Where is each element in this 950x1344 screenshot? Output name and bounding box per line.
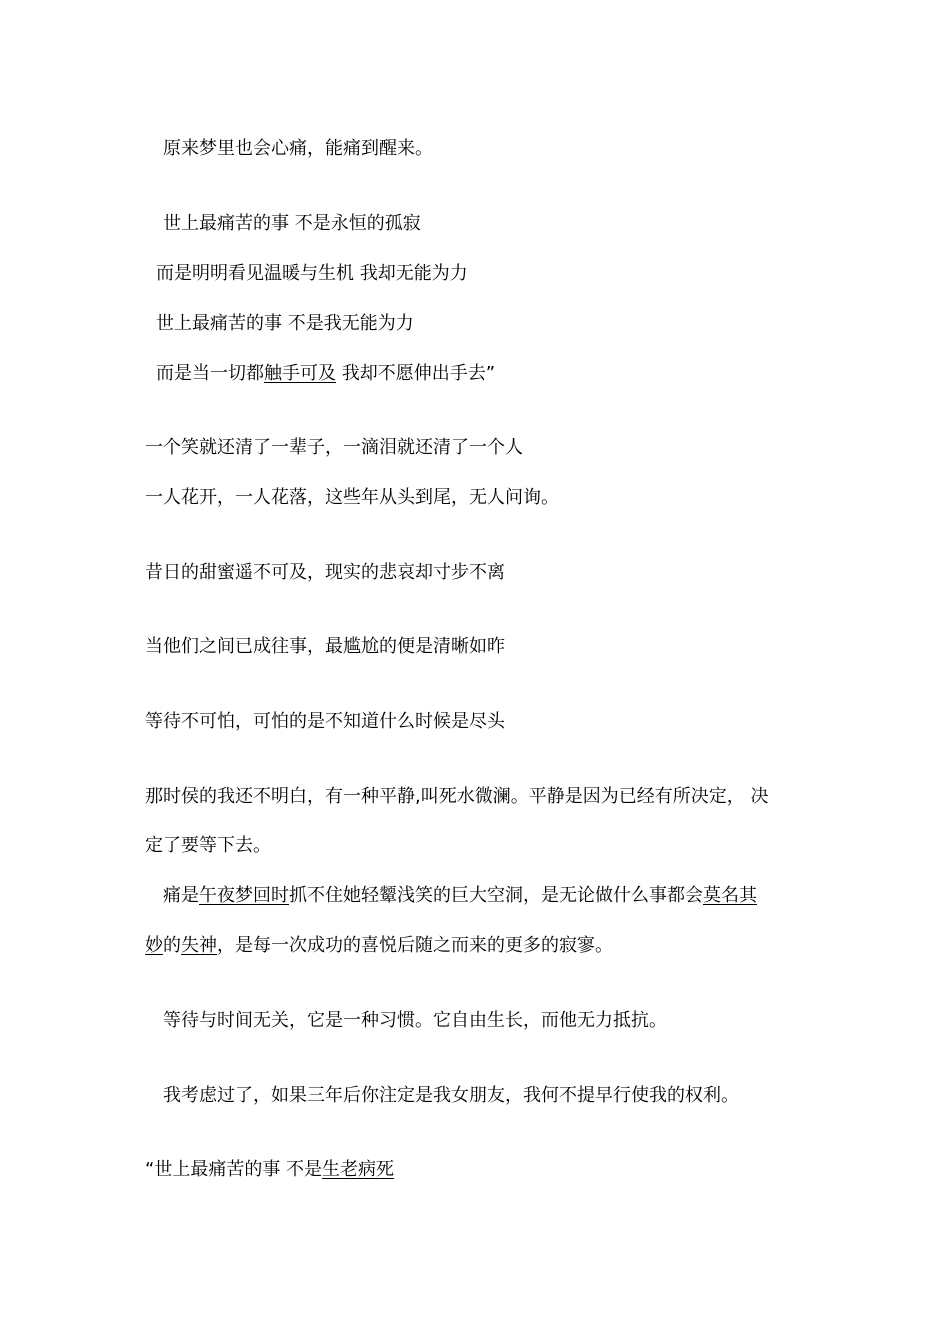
paragraph-calm-line-1: 那时侯的我还不明白，有一种平静,叫死水微澜。平静是因为已经有所决定， 决 <box>145 786 769 807</box>
underlined-phrase-within-reach: 触手可及 <box>264 363 336 384</box>
poem-line-4-end: 我却不愿伸出手去” <box>336 363 496 384</box>
pain-text-d: ，是每一次成功的喜悦后随之而来的更多的寂寥。 <box>217 935 613 956</box>
underlined-phrase-midnight: 午夜梦回时 <box>199 885 289 906</box>
paragraph-pain-line-1 <box>163 884 757 908</box>
paragraph-waiting: 等待不可怕，可怕的是不知道什么时候是尽头 <box>145 711 505 732</box>
paragraph-calm-line-2: 定了要等下去。 <box>145 835 271 856</box>
poem-quote-start <box>145 1158 394 1182</box>
paragraph-habit: 等待与时间无关，它是一种习惯。它自由生长，而他无力抵抗。 <box>163 1010 667 1031</box>
underlined-phrase-absent-minded: 失神 <box>181 935 217 956</box>
quote-text: “世上最痛苦的事 不是 <box>145 1159 323 1180</box>
underlined-phrase-inexplicable: 莫名其 <box>703 885 757 906</box>
paragraph-girlfriend: 我考虑过了，如果三年后你注定是我女朋友，我何不提早行使我的权利。 <box>163 1085 739 1106</box>
pain-text-b: 抓不住她轻颦浅笑的巨大空洞，是无论做什么事都会 <box>289 885 703 906</box>
poem-line-1: 世上最痛苦的事 不是永恒的孤寂 <box>163 213 421 234</box>
poem-line-4 <box>156 362 495 386</box>
paragraph-dream-pain: 原来梦里也会心痛，能痛到醒来。 <box>163 138 433 159</box>
underlined-phrase-inexplicable-end: 妙 <box>145 935 163 956</box>
paragraph-pain-line-2 <box>145 934 613 958</box>
pain-text-a: 痛是 <box>163 885 199 906</box>
poem-line-4-start: 而是当一切都 <box>156 363 264 384</box>
pain-text-c: 的 <box>163 935 181 956</box>
poem-line-3: 世上最痛苦的事 不是我无能为力 <box>156 313 414 334</box>
paragraph-past: 当他们之间已成往事，最尴尬的便是清晰如昨 <box>145 636 505 657</box>
paragraph-sweetness: 昔日的甜蜜遥不可及，现实的悲哀却寸步不离 <box>145 562 505 583</box>
poem-line-2: 而是明明看见温暖与生机 我却无能为力 <box>156 263 468 284</box>
paragraph-smile-tear: 一个笑就还清了一辈子，一滴泪就还清了一个人 <box>145 437 523 458</box>
paragraph-flower: 一人花开，一人花落，这些年从头到尾，无人问询。 <box>145 487 559 508</box>
underlined-phrase-life-death: 生老病死 <box>322 1159 395 1180</box>
